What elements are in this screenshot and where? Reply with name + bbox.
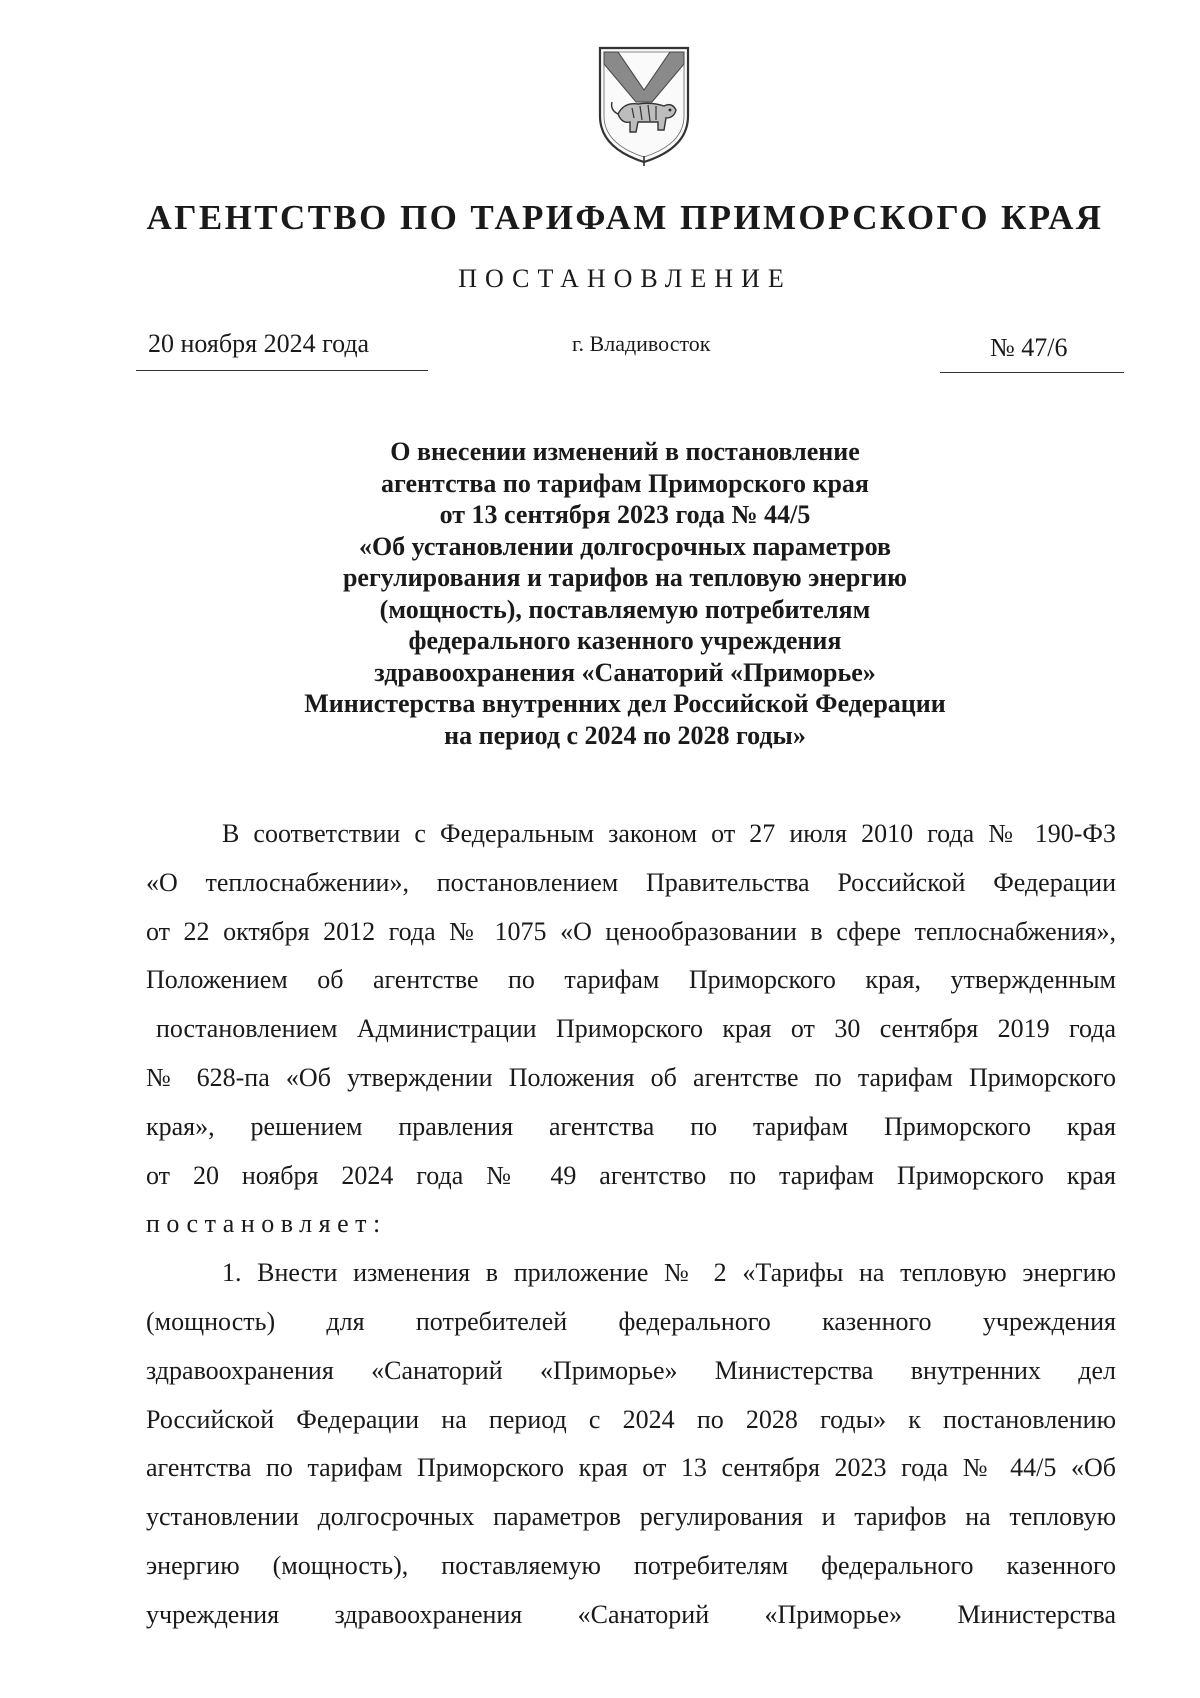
body-line: здравоохранения «Санаторий «Приморье» Министерства внутренних дел bbox=[146, 1355, 1116, 1385]
document-body bbox=[146, 810, 1116, 1640]
body-line: энергию (мощность), поставляемую потребителям федерального казенного bbox=[146, 1550, 1116, 1580]
body-line: 1. Внести изменения в приложение № 2 «Тарифы на тепловую энергию bbox=[222, 1258, 1116, 1288]
document-city: г. Владивосток bbox=[572, 331, 711, 356]
body-line: «О теплоснабжении», постановлением Правительства Российской Федерации bbox=[146, 867, 1116, 897]
body-line: № 628-па «Об утверждении Положения об агентстве по тарифам Приморского bbox=[146, 1062, 1116, 1092]
title-line: агентства по тарифам Приморского края bbox=[381, 468, 869, 498]
document-title bbox=[170, 436, 1080, 751]
title-line: (мощность), поставляемую потребителям bbox=[379, 594, 871, 624]
agency-name: АГЕНТСТВО ПО ТАРИФАМ ПРИМОРСКОГО КРАЯ bbox=[146, 198, 1104, 237]
title-line: федерального казенного учреждения bbox=[408, 626, 842, 655]
title-line: «Об установлении долгосрочных параметров bbox=[358, 531, 892, 561]
body-line: края», решением правления агентства по тарифам Приморского края bbox=[146, 1111, 1116, 1141]
number-underline bbox=[940, 372, 1124, 373]
body-line: Российской Федерации на период с 2024 по 2028 годы» к постановлению bbox=[146, 1404, 1116, 1434]
body-line: В соответствии с Федеральным законом от 27 июля 2010 года № 190-ФЗ bbox=[222, 819, 1116, 848]
document-type: ПОСТАНОВЛЕНИЕ bbox=[458, 264, 792, 293]
title-line: здравоохранения «Санаторий «Приморье» bbox=[374, 657, 876, 687]
date-underline bbox=[136, 370, 428, 371]
document-date: 20 ноября 2024 года bbox=[148, 329, 370, 358]
body-line: установлении долгосрочных параметров регулирования и тарифов на тепловую bbox=[146, 1502, 1116, 1532]
body-line: Положением об агентстве по тарифам Приморского края, утвержденным bbox=[146, 965, 1116, 995]
body-line: от 20 ноября 2024 года № 49 агентство по тарифам Приморского края bbox=[146, 1160, 1116, 1190]
body-line: учреждения здравоохранения «Санаторий «Приморье» Министерства bbox=[146, 1599, 1116, 1629]
body-line: от 22 октября 2012 года № 1075 «О ценообразовании в сфере теплоснабжения», bbox=[146, 916, 1116, 946]
title-line: О внесении изменений в постановление bbox=[390, 437, 860, 466]
title-line: на период с 2024 по 2028 годы» bbox=[444, 720, 806, 750]
body-line: постановлением Администрации Приморского края от 30 сентября 2019 года bbox=[156, 1014, 1116, 1044]
document-number: № 47/6 bbox=[990, 333, 1068, 362]
title-line: регулирования и тарифов на тепловую энергию bbox=[342, 563, 908, 592]
body-line: агентства по тарифам Приморского края от 13 сентября 2023 года № 44/5 «Об bbox=[146, 1453, 1116, 1483]
body-line: (мощность) для потребителей федерального казенного учреждения bbox=[146, 1306, 1116, 1336]
title-line: Министерства внутренних дел Российской Федерации bbox=[304, 689, 946, 718]
body-line: постановляет: bbox=[146, 1209, 387, 1239]
coat-of-arms-icon bbox=[594, 44, 694, 166]
title-line: от 13 сентября 2023 года № 44/5 bbox=[439, 500, 811, 529]
